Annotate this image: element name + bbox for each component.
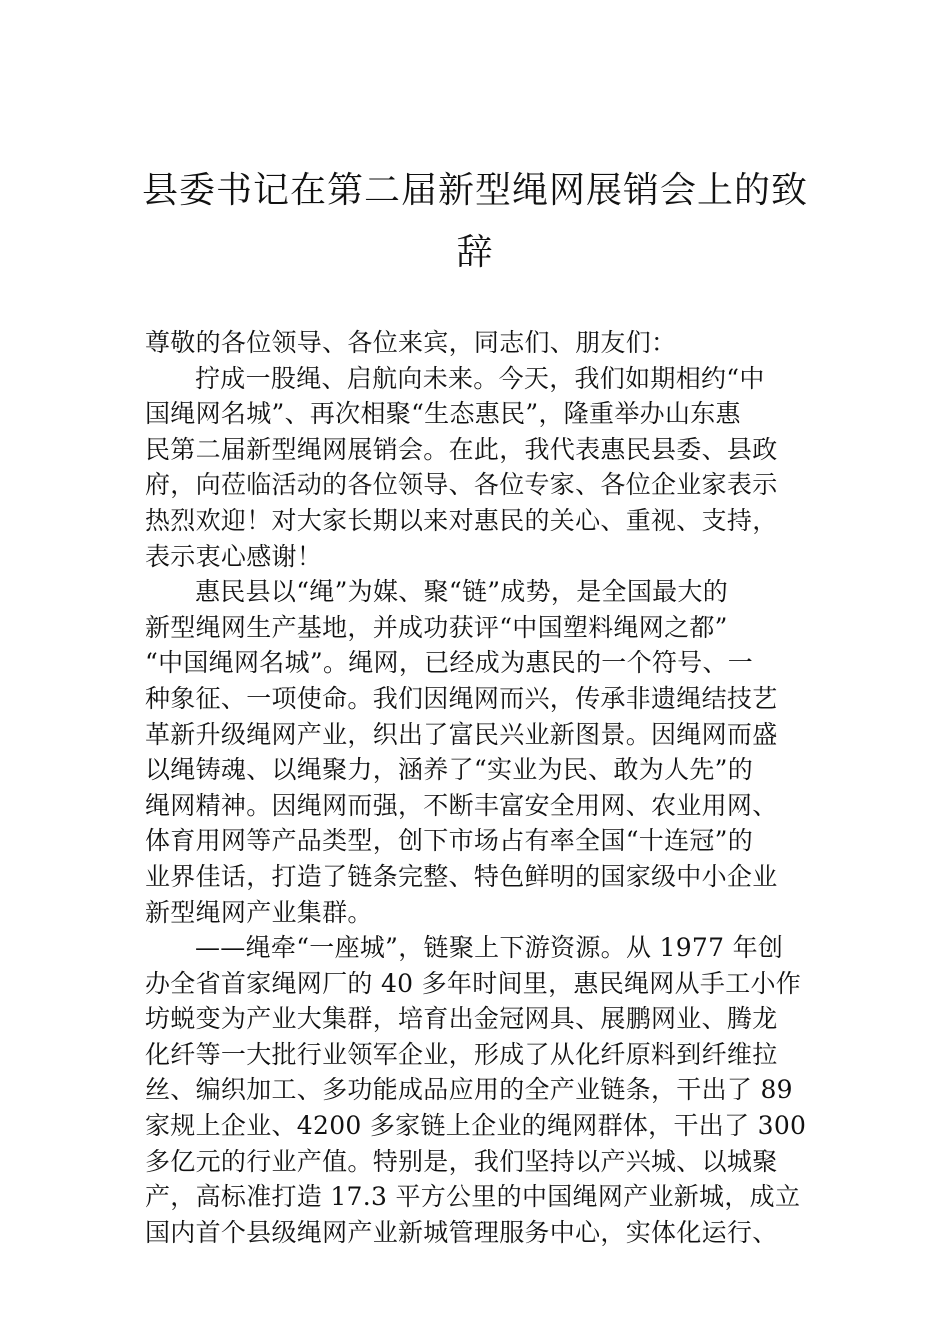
body-line: 家规上企业、4200 多家链上企业的绳网群体，干出了 300 [145,1111,807,1141]
body-line: 绳网精神。因绳网而强，不断丰富安全用网、农业用网、 [145,790,778,820]
body-line: 拧成一股绳、启航向未来。今天，我们如期相约“中 [195,363,765,393]
body-line: 种象征、一项使命。我们因绳网而兴，传承非遗绳结技艺 [145,683,778,713]
body-line: 表示衷心感谢！ [145,541,323,571]
body-line: 多亿元的行业产值。特别是，我们坚持以产兴城、以城聚 [145,1146,778,1176]
title-line-2: 辞 [456,232,494,273]
body-line: 以绳铸魂、以绳聚力，涵养了“实业为民、敢为人先”的 [145,755,754,785]
body-line: 民第二届新型绳网展销会。在此，我代表惠民县委、县政 [145,434,778,464]
body-line: 丝、编织加工、多功能成品应用的全产业链条，干出了 89 [145,1075,793,1105]
body-line: 新型绳网生产基地，并成功获评“中国塑料绳网之都” [145,612,728,642]
body-line: 体育用网等产品类型，创下市场占有率全国“十连冠”的 [145,826,754,856]
body-line: 国绳网名城”、再次相聚“生态惠民”，隆重举办山东惠 [145,399,741,429]
body-line: 业界佳话，打造了链条完整、特色鲜明的国家级中小企业 [145,861,778,891]
body-line: “中国绳网名城”。绳网，已经成为惠民的一个符号、一 [145,648,754,678]
body-line: 办全省首家绳网厂的 40 多年时间里，惠民绳网从手工小作 [145,968,802,998]
body-line: 热烈欢迎！对大家长期以来对惠民的关心、重视、支持， [145,505,778,535]
body-line: 尊敬的各位领导、各位来宾，同志们、朋友们： [145,328,677,357]
body-line: 新型绳网产业集群。 [145,897,373,927]
body-line: 革新升级绳网产业，织出了富民兴业新图景。因绳网而盛 [145,719,778,749]
body-line: 产，高标准打造 17.3 平方公里的中国绳网产业新城，成立 [145,1182,801,1212]
document-body [145,325,810,1250]
body-line: ——绳牵“一座城”，链聚上下游资源。从 1977 年创 [195,933,784,963]
body-line: 惠民县以“绳”为媒、聚“链”成势，是全国最大的 [195,577,729,607]
document-title [140,160,810,284]
body-line: 坊蜕变为产业大集群，培育出金冠网具、展鹏网业、腾龙 [145,1004,778,1034]
body-line: 府，向莅临活动的各位领导、各位专家、各位企业家表示 [145,470,778,500]
title-line-1: 县委书记在第二届新型绳网展销会上的致 [141,170,808,211]
body-line: 国内首个县级绳网产业新城管理服务中心，实体化运行、 [145,1217,778,1247]
body-line: 化纤等一大批行业领军企业，形成了从化纤原料到纤维拉 [145,1039,778,1069]
